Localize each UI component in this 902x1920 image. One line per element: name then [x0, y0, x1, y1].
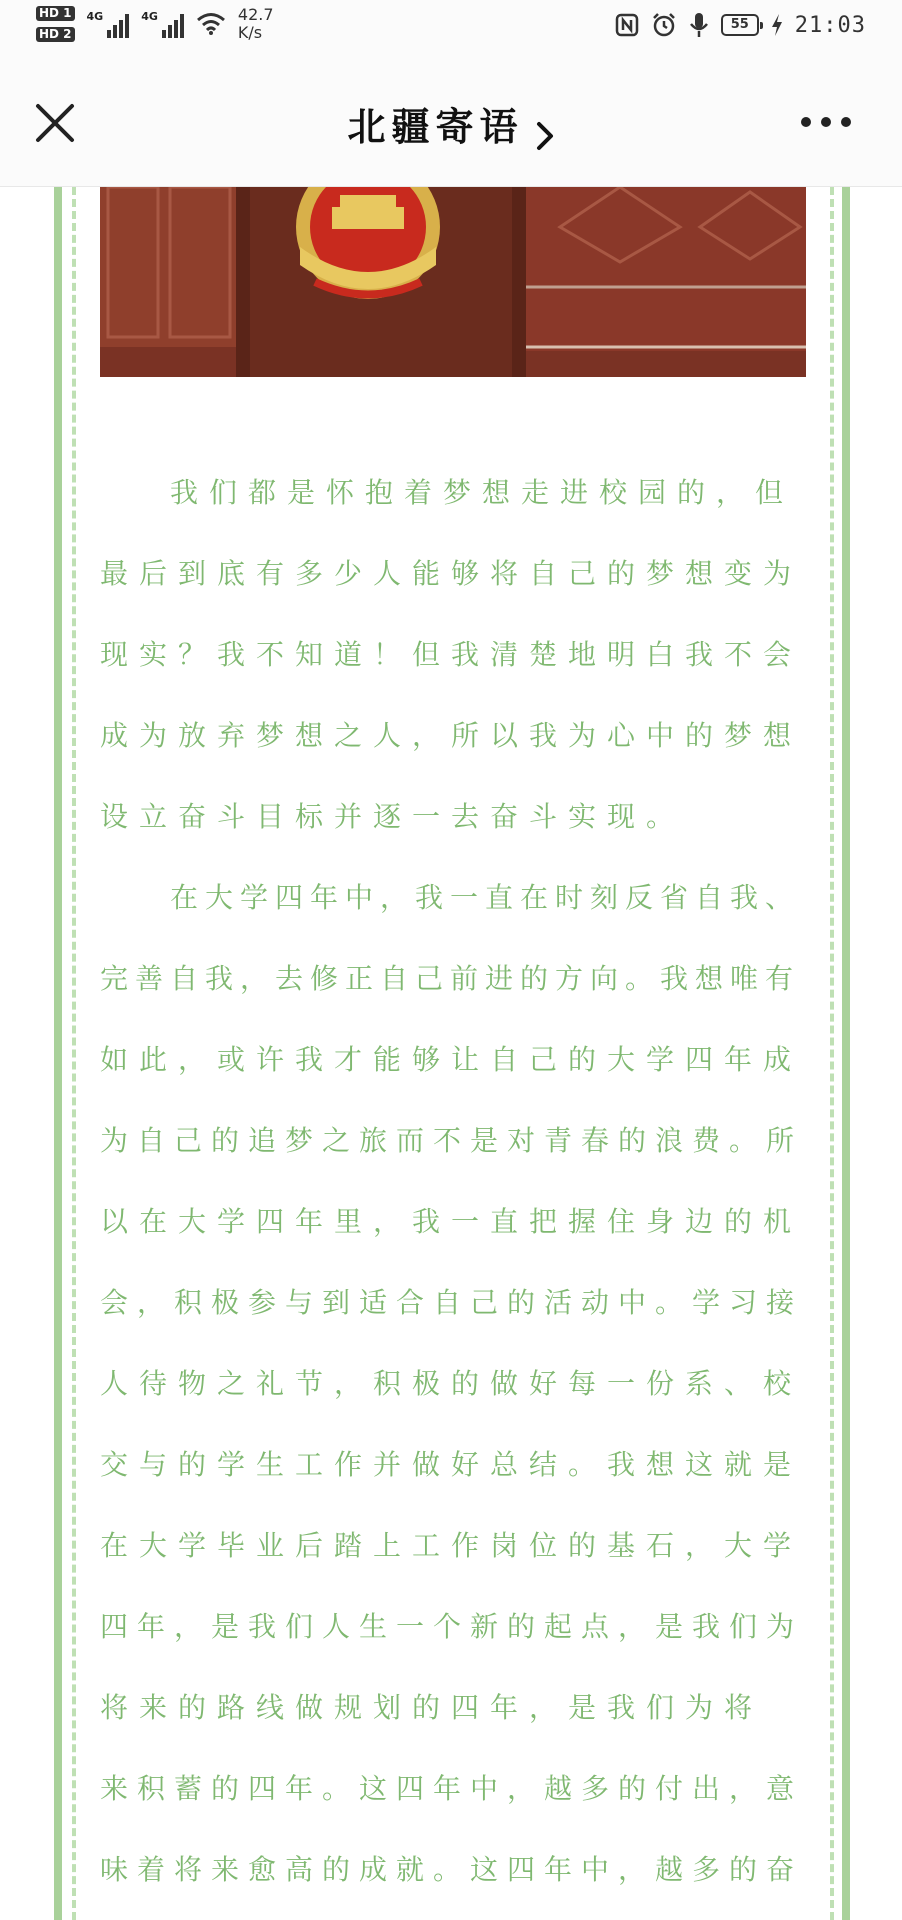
text-line: 会，积极参与到适合自己的活动中。学习接 [100, 1286, 804, 1319]
more-button[interactable] [798, 110, 854, 134]
text-line: 来积蓄的四年。这四年中，越多的付出，意 [100, 1772, 804, 1805]
account-title-link[interactable] [0, 96, 902, 152]
text-line: 现实？我不知道！但我清楚地明白我不会 [100, 638, 803, 671]
wifi-icon [196, 12, 226, 36]
status-right [615, 12, 866, 38]
page-title: 北疆寄语 [347, 104, 524, 149]
text-line: 我们都是怀抱着梦想走进校园的，但 [170, 476, 795, 509]
hd2-badge: HD 2 [36, 27, 75, 42]
article-body [100, 452, 808, 1910]
status-bar [0, 0, 902, 60]
text-line: 味着将来愈高的成就。这四年中，越多的奋 [100, 1853, 804, 1886]
battery-level: 55 [730, 17, 749, 32]
hd1-badge: HD 1 [36, 6, 75, 21]
alarm-icon [651, 12, 677, 38]
text-line: 在大学四年中，我一直在时刻反省自我、 [170, 881, 801, 914]
text-line: 人待物之礼节，积极的做好每一份系、校 [100, 1367, 803, 1400]
text-line: 为自己的追梦之旅而不是对青春的浪费。所 [100, 1124, 804, 1157]
network-type-1: 4G [86, 10, 104, 23]
nfc-icon [615, 13, 639, 37]
paragraph-1 [100, 452, 808, 857]
battery-icon [721, 14, 759, 36]
text-line: 完善自我，去修正自己前进的方向。我想唯有 [100, 962, 801, 995]
frame-dashed-right [830, 187, 834, 1920]
speed-value: 42.7 [237, 5, 274, 24]
text-line: 最后到底有多少人能够将自己的梦想变为 [100, 557, 803, 590]
text-line: 设立奋斗目标并逐一去奋斗实现。 [100, 800, 686, 833]
frame-border-left [54, 187, 62, 1920]
frame-dashed-left [72, 187, 76, 1920]
text-line: 以在大学四年里，我一直把握住身边的机 [100, 1205, 803, 1238]
more-icon [798, 110, 854, 134]
microphone-icon [689, 12, 709, 38]
signal-icon [141, 10, 184, 38]
signal-icon [87, 10, 130, 38]
text-line: 将来的路线做规划的四年，是我们为将 [100, 1691, 764, 1724]
courtroom-image [100, 187, 806, 377]
text-line: 四年，是我们人生一个新的起点，是我们为 [100, 1610, 804, 1643]
text-line: 如此，或许我才能够让自己的大学四年成 [100, 1043, 803, 1076]
paragraph-2 [100, 857, 808, 1910]
article-content[interactable] [0, 187, 902, 1920]
frame-border-right [842, 187, 850, 1920]
speed-unit: K/s [237, 23, 263, 42]
network-speed [238, 6, 274, 42]
text-line: 成为放弃梦想之人，所以我为心中的梦想 [100, 719, 803, 752]
nav-bar [0, 60, 902, 187]
hd-indicators [36, 6, 75, 42]
charging-icon [771, 13, 783, 37]
chevron-right-icon [535, 120, 555, 152]
text-line: 交与的学生工作并做好总结。我想这就是 [100, 1448, 803, 1481]
network-type-2: 4G [141, 10, 158, 23]
text-line: 在大学毕业后踏上工作岗位的基石，大学 [100, 1529, 803, 1562]
status-left [36, 6, 274, 42]
clock: 21:03 [794, 12, 866, 38]
